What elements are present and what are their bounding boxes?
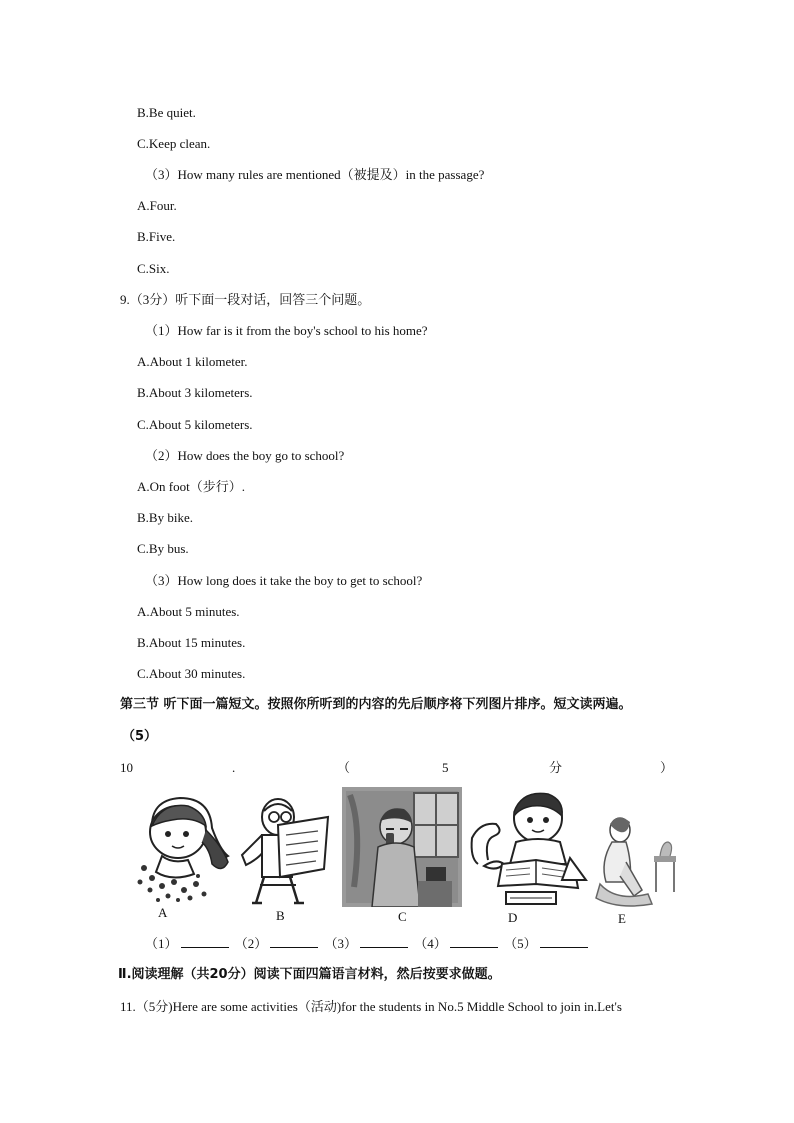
option-q9-3-c: C.About 30 minutes. <box>137 666 246 681</box>
blank-label-5: （5） <box>504 936 537 951</box>
question-9-header: 9.（3分）听下面一段对话，回答三个问题。 <box>120 292 371 307</box>
picture-a-label: A <box>158 905 168 920</box>
option-q8-2-b: B.Be quiet. <box>137 105 196 120</box>
picture-d-label: D <box>508 910 518 925</box>
part-2-title: Ⅱ.阅读理解（共20分）阅读下面四篇语言材料，然后按要求做题。 <box>118 967 501 982</box>
blank-label-1: （1） <box>145 936 178 951</box>
option-q8-3-c: C.Six. <box>137 261 170 276</box>
q10-points: 5 <box>442 760 449 775</box>
q10-dot: . <box>232 760 236 775</box>
picture-c-label: C <box>398 909 407 924</box>
picture-e-label: E <box>618 911 626 926</box>
section-3-score: （5） <box>122 729 158 744</box>
option-q8-3-a: A.Four. <box>137 198 177 213</box>
answer-blank-3[interactable] <box>360 936 408 948</box>
answer-blank-1[interactable] <box>181 936 229 948</box>
option-q9-1-c: C.About 5 kilometers. <box>137 417 253 432</box>
q10-left-paren: （ <box>337 760 351 775</box>
option-q9-2-b: B.By bike. <box>137 510 193 525</box>
option-q9-1-a: A.About 1 kilometer. <box>137 354 248 369</box>
section-3-title: 第三节 听下面一篇短文。按照你所听到的内容的先后顺序将下列图片排序。短文读两遍。 <box>120 697 632 712</box>
answer-blanks-row <box>145 936 591 952</box>
option-q8-3-b: B.Five. <box>137 229 176 244</box>
q10-fen: 分 <box>549 760 563 775</box>
answer-blank-2[interactable] <box>270 936 318 948</box>
picture-a-girl-flowers <box>132 790 232 908</box>
blank-label-3: （3） <box>324 936 358 951</box>
blank-label-4: （4） <box>414 936 447 951</box>
q10-number: 10 <box>120 760 133 775</box>
blank-label-2: （2） <box>234 936 268 951</box>
picture-b-label: B <box>276 908 285 923</box>
q10-right-paren: ） <box>660 760 674 775</box>
option-q9-2-c: C.By bus. <box>137 541 189 556</box>
picture-b-man-newspaper <box>232 795 332 907</box>
option-q9-1-b: B.About 3 kilometers. <box>137 385 253 400</box>
question-q8-3: （3）How many rules are mentioned（被提及）in the passage? <box>145 167 485 182</box>
option-q9-3-b: B.About 15 minutes. <box>137 635 246 650</box>
question-q9-1: （1）How far is it from the boy's school to his home? <box>145 323 428 338</box>
picture-e-girl-cleaning <box>590 812 690 912</box>
option-q8-2-c: C.Keep clean. <box>137 136 211 151</box>
picture-c-boy-phone <box>342 787 462 907</box>
answer-blank-4[interactable] <box>450 936 498 948</box>
option-q9-3-a: A.About 5 minutes. <box>137 604 240 619</box>
option-q9-2-a: A.On foot（步行）. <box>137 479 245 494</box>
picture-d-boy-homework <box>466 788 594 910</box>
answer-blank-5[interactable] <box>540 936 588 948</box>
question-q9-3: （3）How long does it take the boy to get to school? <box>145 573 423 588</box>
question-q9-2: （2）How does the boy go to school? <box>145 448 345 463</box>
question-11-intro: 11.（5分)Here are some activities（活动)for the students in No.5 Middle School to join in.Let's <box>120 999 622 1014</box>
